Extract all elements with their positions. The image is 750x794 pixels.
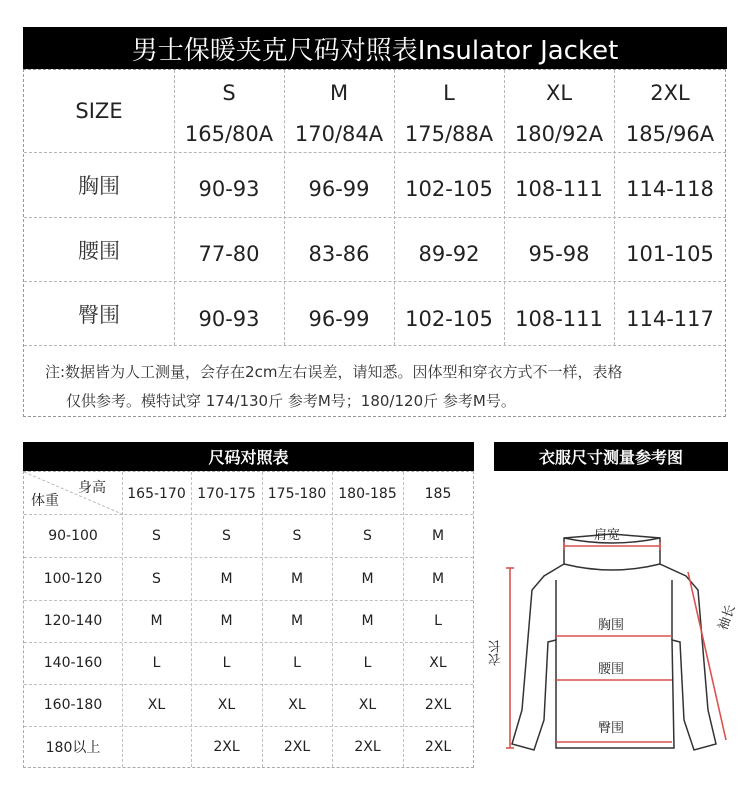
measure-value: 114-117 <box>626 306 714 331</box>
size-spec: 170/84A <box>294 122 384 146</box>
measure-value: 83-86 <box>308 241 370 266</box>
waist-label: 腰围 <box>598 662 625 677</box>
recommended-size: M <box>361 570 374 587</box>
measure-value: 90-93 <box>198 306 260 331</box>
measure-value: 96-99 <box>308 306 370 331</box>
recommended-size: 2XL <box>213 739 240 755</box>
recommended-size: M <box>220 570 233 587</box>
recommended-size: L <box>293 655 301 671</box>
recommended-size: M <box>290 570 304 587</box>
note-line-2: 仅供参考。模特试穿 174/130斤 参考M号；180/120斤 参考M号。 <box>66 392 516 410</box>
recommended-size <box>122 726 191 768</box>
measure-value: 77-80 <box>198 241 260 266</box>
size-name: M <box>329 81 349 105</box>
height-header: 165-170 <box>127 486 186 502</box>
recommended-size: XL <box>358 697 377 713</box>
recommended-size: M <box>150 613 163 629</box>
length-label: 衣长 <box>489 640 504 666</box>
size-spec: 175/88A <box>404 122 494 146</box>
size-spec: 165/80A <box>184 122 274 146</box>
corner-height-label: 身高 <box>78 480 106 496</box>
recommended-size: XL <box>147 697 166 713</box>
weight-range: 90-100 <box>48 527 98 544</box>
weight-range: 180以上 <box>45 740 101 756</box>
note-line-1: 注:数据皆为人工测量，会存在2cm左右误差，请知悉。因体型和穿衣方式不一样，表格 <box>45 363 623 381</box>
measure-value: 114-118 <box>626 177 714 201</box>
recommended-size: L <box>152 655 161 671</box>
recommended-size: 2XL <box>424 697 452 713</box>
recommended-size: M <box>361 613 374 629</box>
recommended-size: S <box>222 527 231 544</box>
size-spec: 185/96A <box>625 122 715 146</box>
recommended-size: XL <box>217 697 236 713</box>
recommended-size: L <box>363 655 372 671</box>
measure-value: 108-111 <box>515 177 603 201</box>
measurement-diagram-title: 衣服尺寸测量参考图 <box>494 442 728 471</box>
height-weight-table-title: 尺码对照表 <box>23 442 474 471</box>
sleeve-label: 袖长 <box>715 602 739 633</box>
shoulder-width-label: 肩宽 <box>594 528 621 543</box>
row-label-chest: 胸围 <box>78 174 120 198</box>
hip-label: 臀围 <box>598 721 625 736</box>
height-header: 170-175 <box>197 486 256 502</box>
weight-range: 140-160 <box>43 655 103 671</box>
sleeve-line <box>688 572 726 740</box>
row-label-hip: 臀围 <box>78 302 120 327</box>
recommended-size: M <box>431 527 445 544</box>
weight-range: 120-140 <box>43 613 103 629</box>
row-label-waist: 腰围 <box>78 238 120 263</box>
recommended-size: XL <box>288 697 306 713</box>
weight-range: 160-180 <box>43 697 103 713</box>
measure-value: 102-105 <box>405 306 493 331</box>
measure-value: 102-105 <box>405 177 493 201</box>
measure-value: 90-93 <box>198 177 260 201</box>
jacket-diagram <box>494 520 734 780</box>
corner-weight-label: 体重 <box>31 493 59 509</box>
size-name: XL <box>545 81 573 105</box>
recommended-size: 2XL <box>354 739 381 755</box>
height-header: 180-185 <box>338 486 397 502</box>
size-spec: 180/92A <box>514 122 604 146</box>
size-name: S <box>222 81 236 105</box>
measure-value: 101-105 <box>626 241 714 266</box>
recommended-size: XL <box>429 655 447 671</box>
recommended-size: S <box>363 527 372 544</box>
size-chart-title: 男士保暖夹克尺码对照表Insulator Jacket <box>23 27 727 69</box>
recommended-size: S <box>152 570 161 587</box>
measurement-note <box>45 358 725 416</box>
recommended-size: M <box>220 613 233 629</box>
recommended-size: L <box>434 613 442 629</box>
size-name: 2XL <box>650 81 690 105</box>
height-header: 175-180 <box>267 486 327 502</box>
size-header-label: SIZE <box>75 99 123 123</box>
size-name: L <box>443 81 455 105</box>
height-header: 185 <box>424 486 452 502</box>
recommended-size: M <box>290 613 304 629</box>
weight-range: 100-120 <box>43 570 103 587</box>
measure-value: 108-111 <box>515 306 603 331</box>
recommended-size: 2XL <box>424 739 452 755</box>
measure-value: 96-99 <box>308 177 370 201</box>
recommended-size: S <box>152 527 161 544</box>
recommended-size: M <box>431 570 445 587</box>
chest-label: 胸围 <box>598 618 625 633</box>
recommended-size: S <box>292 527 302 544</box>
recommended-size: L <box>222 655 231 671</box>
recommended-size: 2XL <box>283 739 311 755</box>
measure-value: 95-98 <box>528 241 590 266</box>
measure-value: 89-92 <box>418 241 480 266</box>
